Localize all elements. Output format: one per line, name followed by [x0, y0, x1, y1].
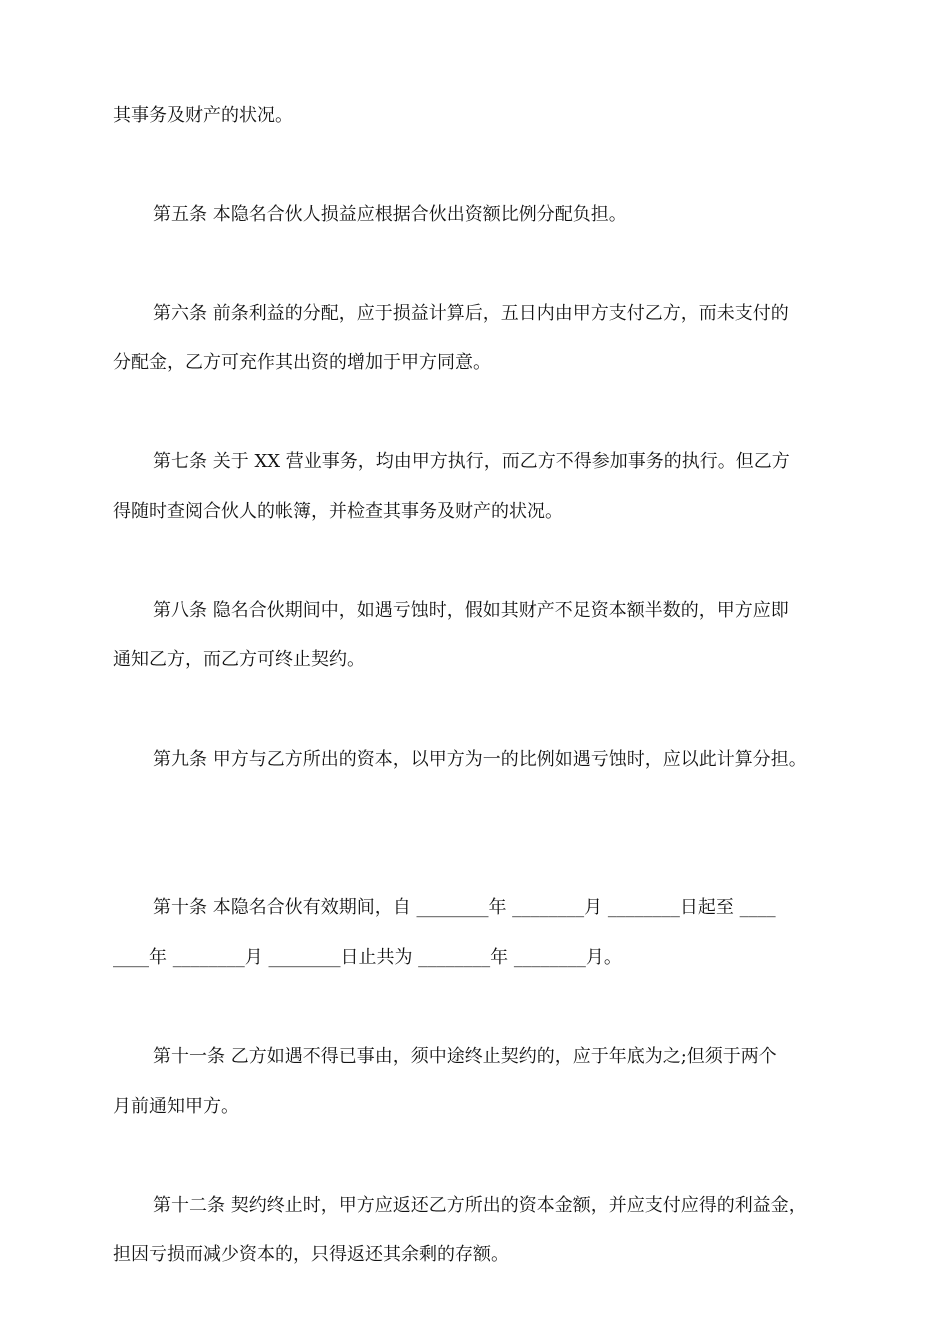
article-9: 第九条 甲方与乙方所出的资本，以甲方为一的比例如遇亏蚀时，应以此计算分担。	[153, 749, 807, 770]
text-line: 分配金，乙方可充作其出资的增加于甲方同意。	[113, 352, 491, 373]
article-8: 第八条 隐名合伙期间中，如遇亏蚀时，假如其财产不足资本额半数的，甲方应即	[153, 600, 789, 621]
text-line: 月前通知甲方。	[113, 1096, 239, 1117]
text-line: ____年 ________月 ________日止共为 ________年 ________月。	[113, 947, 622, 968]
article-6: 第六条 前条利益的分配，应于损益计算后，五日内由甲方支付乙方，而未支付的	[153, 303, 789, 324]
article-12: 第十二条 契约终止时，甲方应返还乙方所出的资本金额，并应支付应得的利益金，	[153, 1195, 807, 1216]
text-line: 担因亏损而减少资本的，只得返还其余剩的存额。	[113, 1244, 509, 1265]
text-line: 得随时查阅合伙人的帐簿，并检查其事务及财产的状况。	[113, 501, 563, 522]
text-line: 其事务及财产的状况。	[113, 105, 293, 126]
article-7: 第七条 关于 XX 营业事务，均由甲方执行，而乙方不得参加事务的执行。但乙方	[153, 451, 790, 472]
article-5: 第五条 本隐名合伙人损益应根据合伙出资额比例分配负担。	[153, 204, 627, 225]
article-10: 第十条 本隐名合伙有效期间，自 ________年 ________月 ________日起至 ____	[153, 897, 776, 918]
text-line: 通知乙方，而乙方可终止契约。	[113, 649, 365, 670]
article-11: 第十一条 乙方如遇不得已事由，须中途终止契约的，应于年底为之;但须于两个	[153, 1046, 777, 1067]
